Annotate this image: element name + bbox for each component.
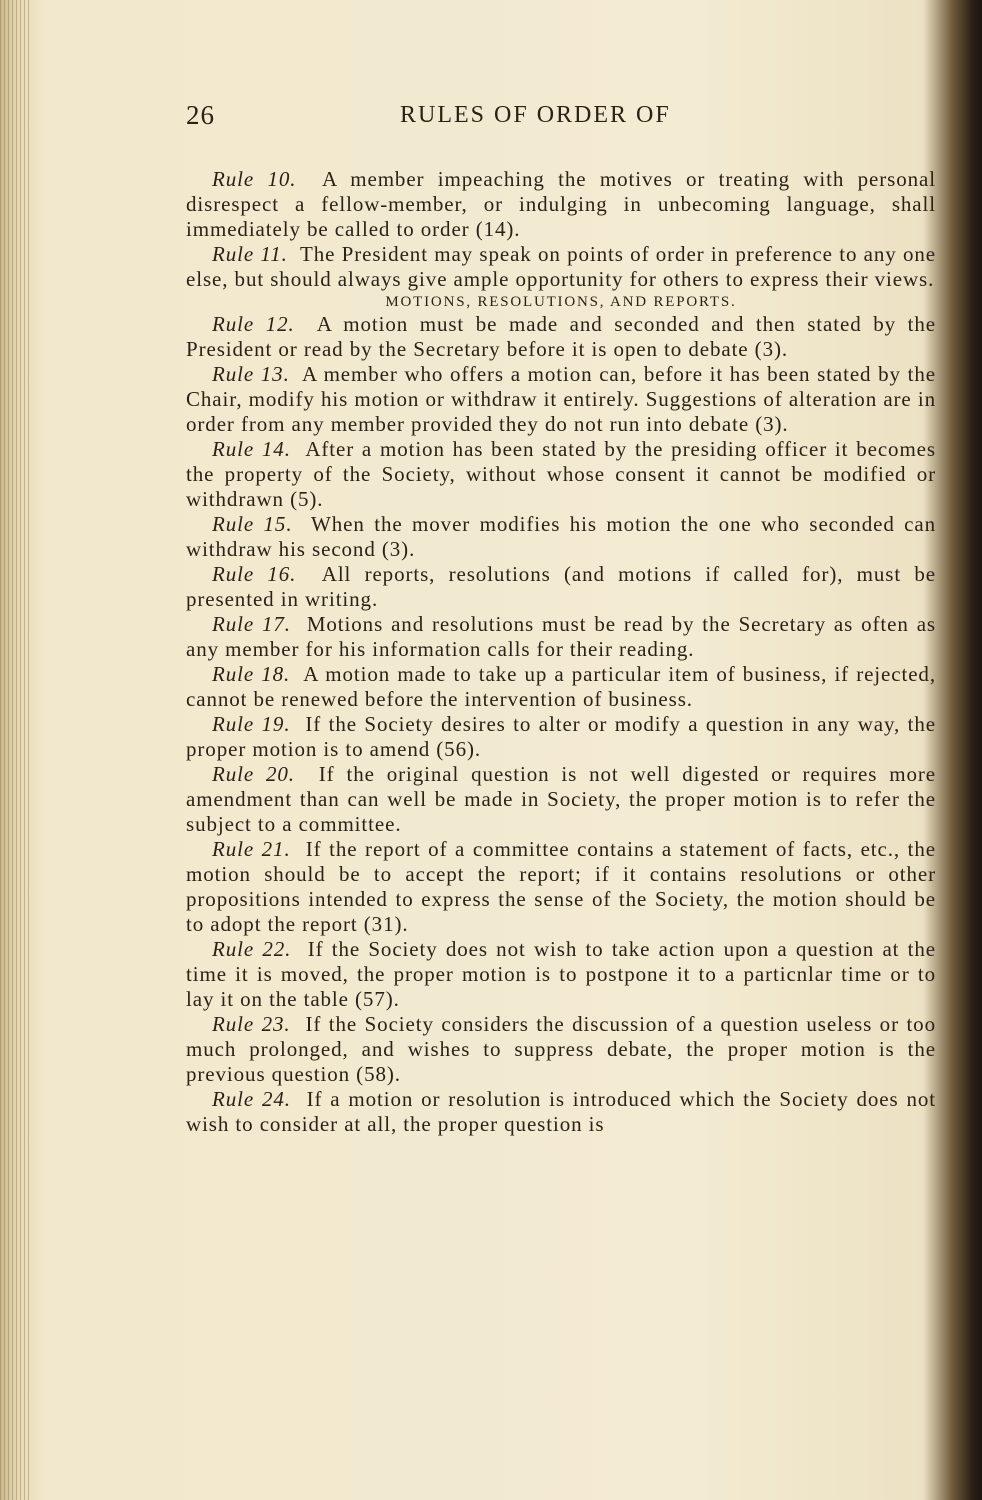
rule-paragraph <box>186 612 936 662</box>
rule-paragraph <box>186 362 936 437</box>
rule-paragraph <box>186 1087 936 1137</box>
rule-text: A member who offers a motion can, before it has been stated by the Chair, modify his motion or withdraw it entirely. Suggestions of alteration are in order from any member provided they do not run into debate (3). <box>186 362 936 436</box>
body-text <box>186 167 936 1137</box>
rules-group-2 <box>186 312 936 1137</box>
rule-label: Rule 18. <box>212 662 291 686</box>
rule-paragraph <box>186 937 936 1012</box>
rule-label: Rule 21. <box>212 837 291 861</box>
rule-paragraph <box>186 712 936 762</box>
rule-text: A motion must be made and seconded and then stated by the President or read by the Secretary before it is open to debate (3). <box>186 312 936 361</box>
rule-label: Rule 13. <box>212 362 290 386</box>
rule-paragraph <box>186 437 936 512</box>
rule-label: Rule 23. <box>212 1012 291 1036</box>
rule-paragraph <box>186 312 936 362</box>
rule-label: Rule 16. <box>212 562 297 586</box>
rules-group-1 <box>186 167 936 292</box>
rule-text: If a motion or resolution is introduced which the Society does not wish to consider at all, the proper question is <box>186 1087 936 1136</box>
rule-label: Rule 12. <box>212 312 295 336</box>
section-heading: MOTIONS, RESOLUTIONS, AND REPORTS. <box>385 294 737 310</box>
running-head: RULES OF ORDER OF <box>400 102 671 128</box>
rule-label: Rule 19. <box>212 712 291 736</box>
page-header <box>186 100 936 134</box>
rule-paragraph <box>186 662 936 712</box>
rule-text: The President may speak on points of order in preference to any one else, but should always give ample opportunity for others to express their views. <box>186 242 936 291</box>
rule-paragraph <box>186 837 936 937</box>
rule-label: Rule 10. <box>212 167 297 191</box>
rule-paragraph <box>186 242 936 292</box>
rule-text: A member impeaching the motives or treating with personal disrespect a fellow-member, or indulging in unbecoming language, shall immediately be called to order (14). <box>186 167 936 241</box>
rule-label: Rule 14. <box>212 437 291 461</box>
page-number: 26 <box>186 100 215 130</box>
rule-text: All reports, resolutions (and motions if called for), must be presented in writing. <box>186 562 936 611</box>
rule-label: Rule 15. <box>212 512 293 536</box>
page-edge-decoration <box>0 0 30 1500</box>
rule-text: After a motion has been stated by the presiding officer it becomes the property of the Society, without whose consent it cannot be modified or withdrawn (5). <box>186 437 936 511</box>
rule-paragraph <box>186 1012 936 1087</box>
rule-paragraph <box>186 512 936 562</box>
rule-text: If the Society does not wish to take action upon a question at the time it is moved, the proper motion is to postpone it to a particnlar time or to lay it on the table (57). <box>186 937 936 1011</box>
rule-label: Rule 17. <box>212 612 291 636</box>
rule-label: Rule 22. <box>212 937 292 961</box>
rule-paragraph <box>186 562 936 612</box>
rule-label: Rule 24. <box>212 1087 291 1111</box>
rule-label: Rule 11. <box>212 242 288 266</box>
rule-text: If the report of a committee contains a statement of facts, etc., the motion should be to accept the report; if it contains resolutions or other propositions intended to express the sense of the Society, the motion should be to adopt the report (31). <box>186 837 936 936</box>
rule-paragraph <box>186 762 936 837</box>
rule-label: Rule 20. <box>212 762 295 786</box>
rule-text: If the Society considers the discussion of a question useless or too much prolonged, and wishes to suppress debate, the proper motion is the previous question (58). <box>186 1012 936 1086</box>
rule-paragraph <box>186 167 936 242</box>
rule-text: A motion made to take up a particular item of business, if rejected, cannot be renewed before the intervention of business. <box>186 662 936 711</box>
rule-text: If the original question is not well digested or requires more amendment than can well be made in Society, the proper motion is to refer the subject to a committee. <box>186 762 936 836</box>
rule-text: When the mover modifies his motion the one who seconded can withdraw his second (3). <box>186 512 937 561</box>
rule-text: If the Society desires to alter or modify a question in any way, the proper motion is to amend (56). <box>186 712 936 761</box>
rule-text: Motions and resolutions must be read by the Secretary as often as any member for his information calls for their reading. <box>186 612 936 661</box>
